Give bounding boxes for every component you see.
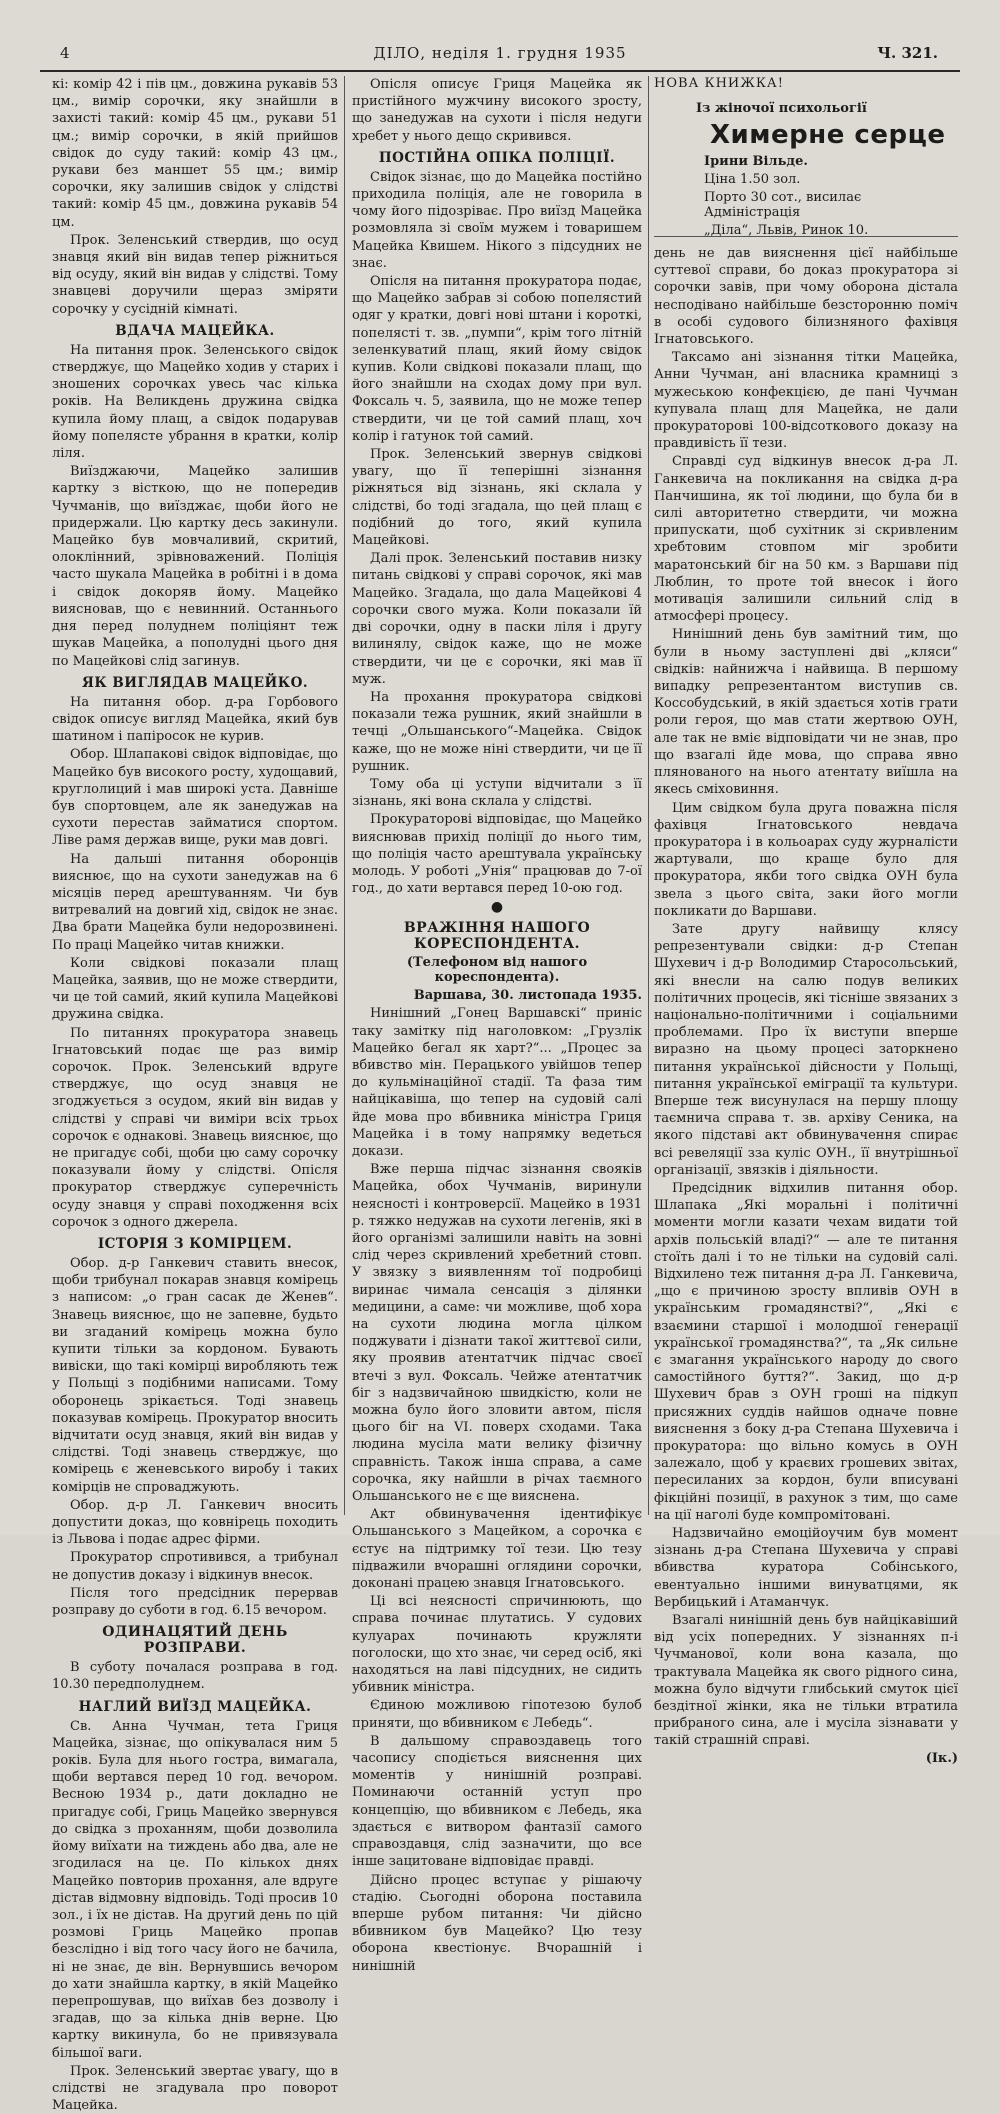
paragraph: Обор. д-р Л. Ганкевич вносить допустити доказ, що ковнірець походить із Львова і подає адрес фірми.	[52, 1497, 338, 1548]
paragraph: В суботу почалася розправа в год. 10.30 передполуднем.	[52, 1660, 338, 1693]
paragraph: Надзвичайно емоційоучим був момент зізнань д-ра Степана Шухевича у справі вбивства куратора Собінського, евентуально іншими винуватцями, як Вербицький і Атаманчук.	[654, 1526, 958, 1610]
column-3	[654, 76, 958, 1766]
paragraph: В дальшому справоздавець того часопису сподіється вияснення цих моментів у нинішній розправі. Поминаючи останній уступ про концепцію, що вбивником є Лебедь, яка здається є витвором фантазії самого справоздавця, слід зазначити, що все інше зацитоване відповідає правді.	[352, 1733, 642, 1870]
paragraph: На питання прок. Зеленського свідок стверджує, що Мацейко ходив у старих і зношених сорочках увесь час кілька років. На Великдень дружина свідка купила йому плащ, а свідок подарував йому попелясте убрання в кратки, колір ліля.	[52, 342, 338, 462]
section-heading: ВДАЧА МАЦЕЙКА.	[115, 322, 275, 339]
paragraph: По питаннях прокуратора знавець Ігнатовський подає ще раз вимір сорочок. Прок. Зеленський вдруге стверджує, що осуд знавця не згоджується з осудом, який він видав у слідстві у справі чи виміри всіх трьох сорочок є однакові. Знавець вияснює, що не пригадує собі, щоби цю саму сорочку показували йому у слідстві. Опісля прокуратор стверджує суперечність осуду знавця у справі походження всіх сорочок з одного джерела.	[52, 1025, 338, 1230]
paragraph: Далі прок. Зеленський поставив низку питань свідкові у справі сорочок, які мав Мацейко. Згадала, що дала Мацейкові 4 сорочки свого мужа. Коли показали їй дві сорочки, одну в паски ліля і другу вилинялу, свідок каже, що не може ствердити, чи це є сорочки, які мав її муж.	[352, 551, 642, 687]
masthead-date: ДІЛО, неділя 1. грудня 1935	[373, 44, 627, 62]
page-number: 4	[60, 44, 70, 62]
running-header	[40, 40, 960, 72]
paragraph: Обор. Шлапакові свідок відповідає, що Мацейко був високого росту, худощавий, круглолиций і мав широкі уста. Давніше був спортовцем, але як занедужав на сухоти перестав займатися спортом. Ліве рамя держав вище, руки мав довгі.	[52, 747, 338, 849]
paragraph: Прок. Зеленський звернув свідкові увагу, що її теперішні зізнання ріжняться від зізнань, які склала у слідстві, бо тоді згадала, що цей плащ є подібний до того, який купила Мацейкові.	[352, 447, 642, 549]
book-advertisement	[654, 76, 958, 237]
section-heading: ЯК ВИГЛЯДАВ МАЦЕЙКО.	[81, 674, 309, 691]
separator-dot: ●	[490, 899, 504, 916]
column-2	[352, 76, 642, 1974]
paragraph: Зате другу найвищу клясу репрезентували свідки: д-р Степан Шухевич і д-р Володимир Старосольський, які внесли на салю подув великих політичних процесів, які тісніше звязаних з національно-політичними і соціальними проблемами. Про їх виступи вперше виразно на цьому процесі заторкнено питання української дійсности у Польщі, питання української еміграції та культури. Вперше теж висунулася на першу площу таємнича справа т. зв. архіву Сеника, на якого підставі акт обвинувачення спирає всі ревеляції зза куліс ОУН., її внутрішньої організації, звязків і діяльности.	[654, 921, 958, 1178]
paragraph: Цим свідком була друга поважна після фахівця Ігнатовського невдача прокуратора і в кольоарах суду журналісти жартували, що краще було для прокуратора, якби того свідка ОУН була звела з цього світа, заки його могли покликати до Варшави.	[654, 800, 958, 919]
paragraph: На питання обор. д-ра Горбового свідок описує вигляд Мацейка, який був шатином і папіросок не курив.	[52, 694, 338, 745]
paragraph: Обор. д-р Ганкевич ставить внесок, щоби трибунал покарав знавця комірець з написом: „о гран сасак де Женев“. Знавець вияснює, що не запевне, будьто ви згаданий комірець можна було купити тільки за кордоном. Бувають вивіски, що такі комірці виробляють теж у Польщі з подібними написами. Тому оборонець зрікається. Тоді знавець показував комірець. Прокуратор вносить відчитати осуд знавця, який він видав у слідстві. Тоді знавець стверджує, що комірець є женевського виробу і таких комірців не спроваджують.	[52, 1256, 338, 1495]
ad-subtitle: Із жіночої психольогії	[696, 101, 867, 116]
paragraph: день не дав вияснення цієї найбільше суттевої справи, бо доказ прокуратора зі сорочки завів, при чому оборона дістала несподівано найбільше безсторонню поміч в особі судового білизняного фахівця Ігнатовського.	[654, 246, 958, 348]
paragraph: Свідок зізнає, що до Мацейка постійно приходила поліція, але не говорила в чому його підозріває. Про виїзд Мацейка розмовляла зі своїм мужем і товаришем Мацейка Квишем. Нікого з підсудних не знає.	[352, 169, 642, 271]
paragraph: Нинішний день був замітний тим, що були в ньому заступлені дві „кляси“ свідків: найнижча і найвища. В першому випадку репрезентантом виступив св. Коссобудський, в якій здається хотів грати роли героя, що мав стати жертвою ОУН, але так не вміє відповідати чи не знав, про що взагалі йде мова, що справа явно плянованого на нього атентату виїшла на якесь сміховиння.	[654, 627, 958, 798]
paragraph: Єдиною можливою гіпотезою булоб приняти, що вбивником є Лебедь“.	[352, 1698, 642, 1731]
paragraph: Св. Анна Чучман, тета Гриця Мацейка, зізнає, що опікувалася ним 5 років. Була для нього гостра, вимагала, щоби вертався перед 10 год. вечором. Весною 1934 р., дати докладно не пригадує собі, Гриць Мацейко звернувся до свідка з проханням, щоби дозволила йому виїхати на тиждень або два, але не згодилася на це. По кількох днях Мацейко повторив прохання, але вдруге дістав відмовну відповідь. Тоді просив 10 зол., і їх не дістав. На другий день по цій розмові Гриць Мацейко пропав безслідно і від того часу його не бачила, ні не знає, де він. Вернувшись вечором до хати знайшла картку, в якій Мацейко перепрошував, що виїхав без дозволу і згадав, що за кілька днів верне. Цю картку викинула, бо не привязувала більшої ваги.	[52, 1718, 338, 2061]
paragraph: Прокуратор спротивився, а трибунал не допустив доказу і відкинув внесок.	[52, 1550, 338, 1583]
paragraph: Вже перша підчас зізнання свояків Мацейка, обох Чучманів, виринули неясності і контроверсії. Мацейко в 1931 р. тяжко недужав на сухоти легенів, які в його організмі залишили навіть на зовні слід через скривлений хребетний стовп. У звязку з виявленням тої подробиці виринає чимала сенсація з ділянки медицини, а саме: чи можливе, щоб хора на сухоти людина могла цілком поджувати і дізнати такої життєвої сили, яку проявив атентатчик підчас своєї втечі з вул. Фоксаль. Чейже атентатчик біг з надзвичайною швидкістю, коли не можна було його зловити автом, після цього біг на VI. поверх сходами. Така людина мусіла мати велику фізичну справність. Також інша справа, а саме сорочка, яку найшли в річах таємного Ольшанського не є ще вияснена.	[352, 1162, 642, 1505]
paragraph: Опісля на питання прокуратора подає, що Мацейко забрав зі собою попелястий одяг у кратки, довгі нові штани і короткі, попелясті т. зв. „пумпи“, крім того літній зеленкуватий плащ, який йому свідок купив. Коли свідкові показали плащ, що його знайшли на сходах дому при вул. Фоксаль ч. 5, заявила, що не може тепер ствердити, чи це той самий плащ, хоч колір і гатунок той самий.	[352, 274, 642, 444]
paragraph: На прохання прокуратора свідкові показали тежа рушник, який знайшли в течці „Ольшанського“-Мацейка. Свідок каже, що не може ніні ствердити, чи це її рушник.	[352, 689, 642, 774]
paragraph: Нинішний „Гонец Варшавскі“ приніс таку замітку під наголовком: „Грузлік Мацейко бегал як харт?“... „Процес за вбивство мін. Перацького увійшов тепер до кульмінаційної стадії. Та фаза тим найцікавіша, що тепер на судовій салі йде мова про вбивника міністра Гриця Мацейка і в тому напрямку ведеться докази.	[352, 1006, 642, 1159]
paragraph: Опісля описує Гриця Мацейка як пристійного мужчину високого зросту, що занедужав на сухоти і після недуги хребет у нього дещо скривився.	[352, 77, 642, 144]
paragraph: Виїзджаючи, Мацейко залишив картку з вісткою, що не попередив Чучманів, що виїзджає, щоби його не придержали. Цю картку десь закинули. Мацейко був мовчаливий, скритий, олоклінний, зрівноважений. Поліція часто шукала Мацейка в робітні і в дома і свідок докоряв йому. Мацейко виясновав, що є невинний. Останнього дня перед полуднем поліціянт теж шукав Мацейка, а пополудні цього дня по Мацейкові слід загинув.	[52, 464, 338, 669]
author-signature: (Ік.)	[925, 1750, 958, 1766]
section-subheading: (Телефоном від нашого кореспондента).	[406, 955, 588, 986]
paragraph: На дальші питання оборонців вияснює, що на сухоти занедужав на 6 місяців перед арештуванням. Чи був витревалий на довгий хід, свідок не знає. Два брати Мацейка були недорозвинені. По праці Мацейко читав книжки.	[52, 851, 338, 953]
paragraph: Прок. Зеленський ствердив, що осуд знавця який він видав тепер ріжниться від осуду, який він видав у слідстві. Тому знавцеві доручили щераз зміряти сорочку у сусідній кімнаті.	[52, 232, 338, 317]
section-heading: ІСТОРІЯ З КОМІРЦЕМ.	[97, 1236, 293, 1252]
paragraph: Прокураторові відповідає, що Мацейко вияснював прихід поліції до нього тим, що поліція часто арештувала українську молодь. У роботі „Унія“ працював до 7-ої год., до хати вертався перед 10-ою год.	[352, 812, 642, 897]
paragraph: Таксамо ані зізнання тітки Мацейка, Анни Чучман, ані власника крамниці з мужеською конфекцією, де пані Чучман купувала плащ для Мацейка, не дали прокураторові 100-відсоткового доказу на правдивість її тези.	[654, 350, 958, 452]
issue-number: Ч. 321.	[877, 44, 938, 62]
ad-price: Ціна 1.50 зол.	[704, 172, 801, 187]
paragraph: Після того предсідник перервав розправу до суботи в год. 6.15 вечором.	[52, 1585, 338, 1619]
paragraph: Ці всі неясності спричинюють, що справа починає плутатись. У судових кулуарах починають кружляти поголоски, що хто знає, чи серед осіб, які находяться на лаві підсудних, не сидить убивник міністра.	[352, 1594, 642, 1696]
paragraph: Справді суд відкинув внесок д-ра Л. Ганкевича на покликання на свідка д-ра Панчишина, як тої людини, що була би в силі авторитетно ствердити, чи можна припускати, щоб сухітник зі скривленим хребтовим стовпом міг зробити маратонський біг на 50 км. з Варшави під Люблин, то проте той внесок і його мотивація залишили сильний слід в атмосфері процесу.	[654, 454, 958, 625]
paragraph: Взагалі нинішній день був найцікавіший від усіх попередних. У зізнаннях п-і Чучманової, коли вона казала, що трактувала Мацейка як свого рідного сина, можна було відчути глибський смуток цієї бездітної жінки, яка не тільки втратила прибраного сина, але і мусіла зізнавати у такій страшній справі.	[654, 1613, 958, 1749]
paragraph: Коли свідкові показали плащ Мацейка, заявив, що не може ствердити, чи це той самий, який купила Мацейкові дружина свідка.	[52, 955, 338, 1023]
section-heading: ВРАЖІННЯ НАШОГО КОРЕСПОНДЕНТА.	[403, 920, 591, 953]
paragraph: Акт обвинувачення ідентифікує Ольшанського з Мацейком, а сорочка є єстує на підтримку тої тези. Цю тезу підважили вчорашні оглядини сорочки, доконані працею знавця Ігнатовського.	[352, 1507, 642, 1592]
section-heading: ОДИНАЦЯТИЙ ДЕНЬ РОЗПРАВИ.	[102, 1624, 288, 1657]
ad-author: Ірини Вільде.	[704, 154, 808, 169]
column-divider	[344, 76, 345, 1515]
paragraph: Прок. Зеленський звертає увагу, що в слідстві не згадувала про поворот Мацейка.	[52, 2063, 338, 2114]
column-divider	[648, 76, 649, 1515]
section-heading: ПОСТІЙНА ОПІКА ПОЛІЦІЇ.	[378, 149, 616, 166]
paragraph: Предсідник відхилив питання обор. Шлапака „Які моральні і політичні моменти могли казати чехам видати той архів польській владі?“ — але те питання стоїть далі і то не тільки на судовій салі. Відхилено теж питання д-ра Л. Ганкевича, „що є причиною зросту впливів ОУН в українським громадянстві?“, „Які є взаємини старшої і молодшої генерації української громадянства?“, та „Як сильне є змагання українського народу до свого самостійного буття?“. Закид, що д-р Шухевич брав з ОУН гроші на підкуп присяжних суддів найшов одначе повне вияснення з боку д-ра Степана Шухевича і прокуратора: що вільно комусь в ОУН залежало, щоб у краєвих грошевих звітах, пересиланих за кордон, були вписувані фікційні позиції, в рахунок з тим, що саме на ції наголі буде компромітовані.	[654, 1180, 958, 1523]
ad-book-title: Химерне серце	[710, 120, 946, 150]
ad-address: „Діла“, Львів, Ринок 10.	[704, 223, 869, 238]
ad-postage: Порто 30 сот., висилає Адміністрація	[704, 190, 862, 220]
section-heading: НАГЛИЙ ВИЇЗД МАЦЕЙКА.	[78, 1698, 312, 1715]
paragraph: кі: комір 42 і пів цм., довжина рукавів 53 цм., вимір сорочки, яку знайшли в захисті такий: комір 45 цм., рукави 51 цм.; вимір сорочки, в якій прийшов свідок до суду такий: комір 43 цм., рукави без маншет 55 цм.; вимір сорочки, яку залишив свідок у слідстві такий: комір 45 цм., довжина рукавів 54 цм.	[52, 77, 338, 230]
ad-kicker: НОВА КНИЖКА!	[654, 76, 784, 91]
dateline: Варшава, 30. листопада 1935.	[413, 988, 642, 1004]
paragraph: Тому оба ці уступи відчитали з її зізнань, які вона склала у слідстві.	[352, 776, 642, 810]
column-1	[52, 76, 338, 2114]
paragraph: Дійсно процес вступає у рішаючу стадію. Сьогодні оборона поставила вперше рубом питання: Чи дійсно вбивником був Мацейко? Цю тезу оборона квестіонує. Вчорашній і нинішній	[352, 1872, 642, 1974]
